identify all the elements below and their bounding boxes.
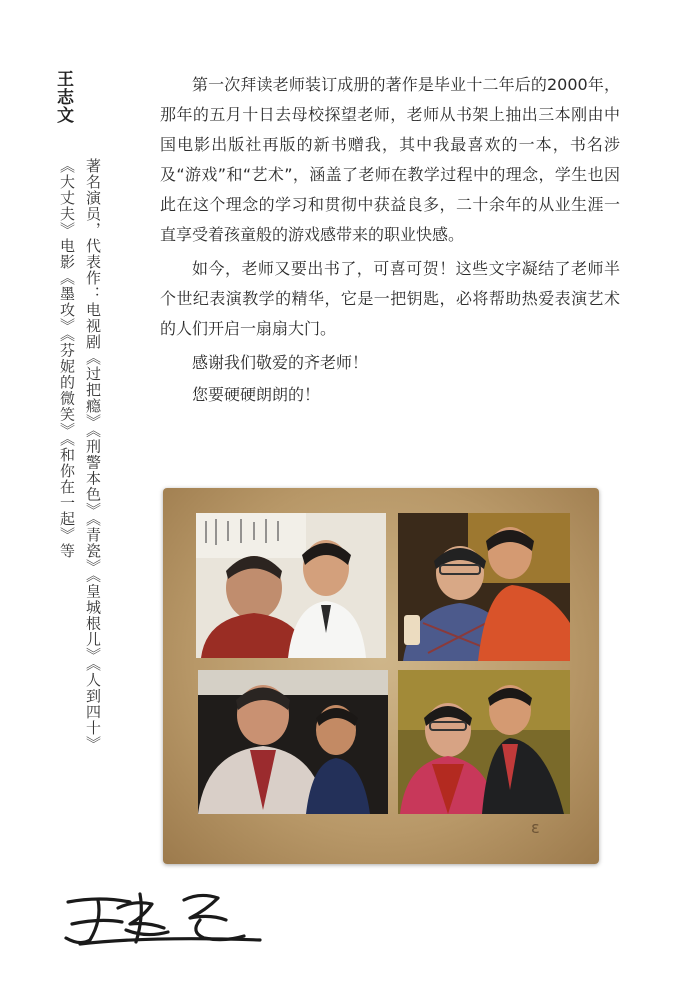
frame-mark: ε [531, 818, 540, 837]
signature [60, 880, 265, 950]
photo-bottom-left [198, 670, 388, 814]
author-name: 王志文 [53, 70, 73, 124]
photo-collage-frame [163, 488, 599, 864]
paragraph-4: 您要硬硬朗朗的！ [192, 385, 321, 404]
author-description: 著名演员，代表作：电视剧《过把瘾》《刑警本色》《青瓷》《皇城根儿》《人到四十》 [84, 158, 102, 752]
author-works: 《大丈夫》电影《墨攻》《芬妮的微笑》《和你在一起》等 [58, 158, 76, 559]
photo-bottom-right [398, 670, 570, 814]
paragraph-2: 如今，老师又要出书了，可喜可贺！这些文字凝结了老师半个世纪表演教学的精华，它是一把钥匙，必将帮助热爱表演艺术的人们开启一扇扇大门。 [160, 259, 620, 338]
photo-top-right [398, 513, 570, 661]
photo-top-left [196, 513, 386, 658]
paragraph-3: 感谢我们敬爱的齐老师！ [192, 353, 369, 372]
paragraph-1: 第一次拜读老师装订成册的著作是毕业十二年后的2000年，那年的五月十日去母校探望老师，老师从书架上抽出三本刚由中国电影出版社再版的新书赠我，其中我最喜欢的一本，书名涉及“游戏”和“艺术”，涵盖了老师在教学过程中的理念，学生也因此在这个理念的学习和贯彻中获益良多，二十余年的从业生涯一直享受着孩童般的游戏感带来的职业快感。 [160, 75, 620, 244]
body-text [160, 70, 620, 412]
